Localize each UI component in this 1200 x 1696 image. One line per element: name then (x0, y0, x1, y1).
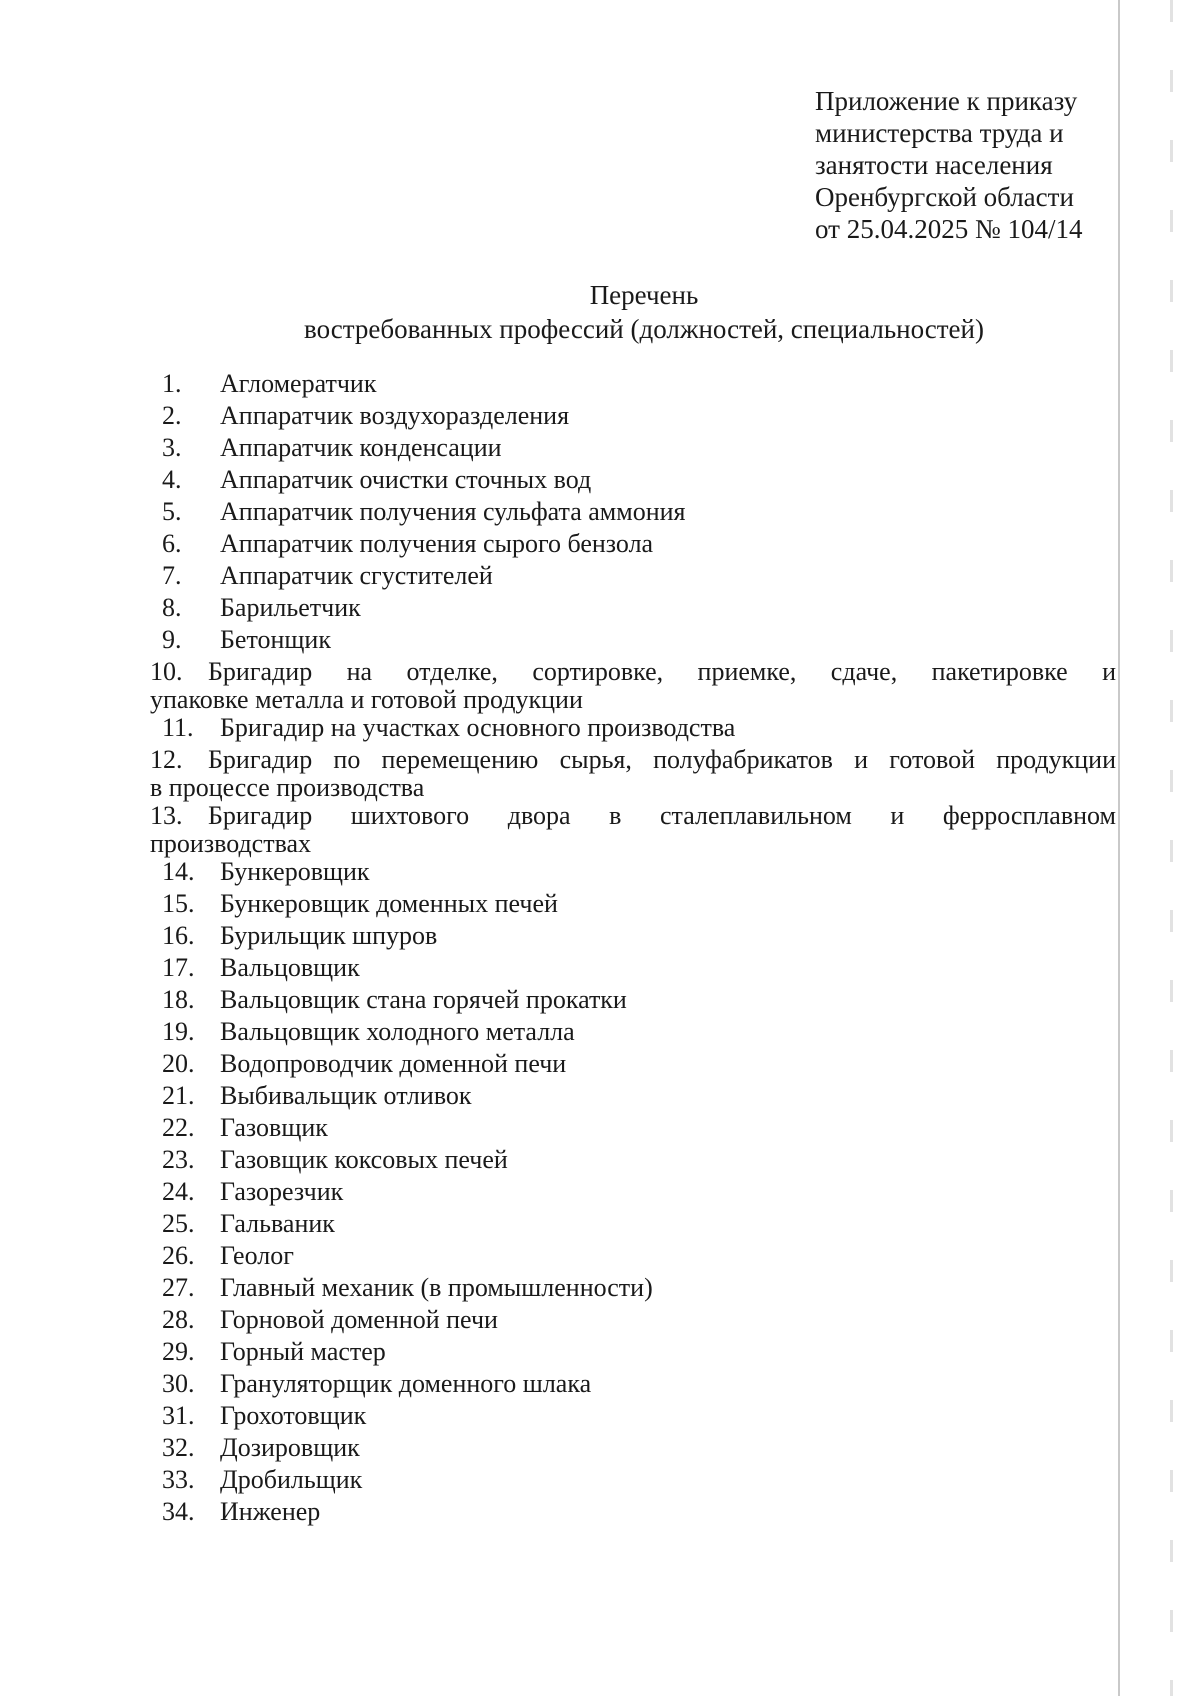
item-number: 10. (150, 657, 183, 686)
item-text: Горный мастер (220, 1337, 386, 1366)
list-item (162, 1210, 1116, 1242)
item-number: 22. (162, 1113, 195, 1142)
item-number: 14. (162, 857, 195, 886)
list-item (162, 498, 1116, 530)
item-number: 30. (162, 1369, 195, 1398)
item-text: Бункеровщик (220, 857, 370, 886)
list-item (162, 1338, 1116, 1370)
list-item (162, 1146, 1116, 1178)
item-text: Инженер (220, 1497, 321, 1526)
item-number: 15. (162, 889, 195, 918)
item-text: Бетонщик (220, 625, 331, 654)
item-text-line2: в процессе производства (150, 773, 425, 802)
item-text: Аппаратчик очистки сточных вод (220, 465, 592, 494)
list-item (162, 714, 1116, 746)
list-item (162, 1242, 1116, 1274)
list-item (150, 802, 1116, 858)
item-number: 28. (162, 1305, 195, 1334)
list-item (162, 1178, 1116, 1210)
item-number: 7. (162, 561, 182, 590)
item-text: Гальваник (220, 1209, 335, 1238)
item-number: 8. (162, 593, 182, 622)
item-number: 9. (162, 625, 182, 654)
item-number: 25. (162, 1209, 195, 1238)
scan-border-line (1118, 0, 1120, 1696)
item-text: Вальцовщик (220, 953, 360, 982)
item-number: 16. (162, 921, 195, 950)
list-item (162, 1114, 1116, 1146)
item-text: Вальцовщик стана горячей прокатки (220, 985, 627, 1014)
item-text: Аппаратчик получения сырого бензола (220, 529, 654, 558)
list-item (162, 402, 1116, 434)
item-text-line1: Бригадир шихтового двора в сталеплавильном и ферросплавном (208, 801, 1116, 830)
professions-list (150, 369, 1116, 1530)
item-number: 11. (162, 713, 194, 742)
list-item (162, 1402, 1116, 1434)
item-number: 20. (162, 1049, 195, 1078)
item-number: 4. (162, 465, 182, 494)
item-text: Газовщик коксовых печей (220, 1145, 508, 1174)
item-number: 32. (162, 1433, 195, 1462)
item-text: Дробильщик (220, 1465, 363, 1494)
list-item (162, 858, 1116, 890)
item-number: 3. (162, 433, 182, 462)
list-item (162, 1082, 1116, 1114)
list-item (162, 890, 1116, 922)
appendix-header (815, 85, 1115, 245)
item-text-line1-row (150, 802, 1116, 830)
item-text: Дозировщик (220, 1433, 360, 1462)
list-item (162, 530, 1116, 562)
item-number: 2. (162, 401, 182, 430)
item-text: Геолог (220, 1241, 294, 1270)
header-line: занятости населения (815, 150, 1053, 180)
item-number: 33. (162, 1465, 195, 1494)
list-item (162, 1050, 1116, 1082)
item-text-line1-row (150, 658, 1116, 686)
item-text: Грануляторщик доменного шлака (220, 1369, 592, 1398)
item-number: 24. (162, 1177, 195, 1206)
list-item (162, 434, 1116, 466)
list-item (162, 1018, 1116, 1050)
item-number: 23. (162, 1145, 195, 1174)
item-number: 27. (162, 1273, 195, 1302)
list-item (162, 1274, 1116, 1306)
list-item (162, 1370, 1116, 1402)
list-item (162, 466, 1116, 498)
scan-margin-dashes (1170, 0, 1173, 1696)
item-text: Горновой доменной печи (220, 1305, 498, 1334)
item-text: Вальцовщик холодного металла (220, 1017, 575, 1046)
item-number: 21. (162, 1081, 195, 1110)
item-number: 29. (162, 1337, 195, 1366)
list-item (162, 1498, 1116, 1530)
item-number: 31. (162, 1401, 195, 1430)
header-line: Приложение к приказу (815, 86, 1078, 116)
item-number: 19. (162, 1017, 195, 1046)
document-title: Перечень (589, 280, 699, 310)
item-text: Бригадир на участках основного производства (220, 713, 736, 742)
item-number: 17. (162, 953, 195, 982)
item-number: 26. (162, 1241, 195, 1270)
item-text: Бурильщик шпуров (220, 921, 438, 950)
list-item (150, 746, 1116, 802)
list-item (162, 986, 1116, 1018)
item-number: 6. (162, 529, 182, 558)
list-item (162, 1466, 1116, 1498)
list-item (162, 1306, 1116, 1338)
item-number: 5. (162, 497, 182, 526)
item-text: Агломератчик (220, 369, 377, 398)
item-text-line2: упаковке металла и готовой продукции (150, 685, 583, 714)
item-text: Главный механик (в промышленности) (220, 1273, 653, 1302)
item-text: Газорезчик (220, 1177, 344, 1206)
item-number: 13. (150, 801, 183, 830)
item-number: 34. (162, 1497, 195, 1526)
item-text: Бункеровщик доменных печей (220, 889, 558, 918)
item-text: Грохотовщик (220, 1401, 367, 1430)
list-item (162, 370, 1116, 402)
item-text: Барильетчик (220, 593, 361, 622)
item-text-line1: Бригадир на отделке, сортировке, приемке, сдаче, пакетировке и (208, 657, 1116, 686)
item-text: Газовщик (220, 1113, 328, 1142)
list-item (162, 562, 1116, 594)
item-number: 12. (150, 745, 183, 774)
list-item (162, 954, 1116, 986)
item-text: Аппаратчик получения сульфата аммония (220, 497, 686, 526)
item-text: Выбивальщик отливок (220, 1081, 472, 1110)
header-line: от 25.04.2025 № 104/14 (815, 214, 1083, 244)
item-text: Аппаратчик сгустителей (220, 561, 493, 590)
item-text: Водопроводчик доменной печи (220, 1049, 567, 1078)
item-number: 1. (162, 369, 182, 398)
list-item (162, 626, 1116, 658)
header-line: министерства труда и (815, 118, 1064, 148)
item-text: Аппаратчик воздухоразделения (220, 401, 570, 430)
list-item (150, 658, 1116, 714)
document-subtitle: востребованных профессий (должностей, специальностей) (304, 314, 984, 344)
item-text-line1-row (150, 746, 1116, 774)
item-text: Аппаратчик конденсации (220, 433, 502, 462)
item-text-line2: производствах (150, 829, 312, 858)
header-line: Оренбургской области (815, 182, 1074, 212)
list-item (162, 594, 1116, 626)
item-text-line1: Бригадир по перемещению сырья, полуфабрикатов и готовой продукции (208, 745, 1116, 774)
list-item (162, 922, 1116, 954)
item-number: 18. (162, 985, 195, 1014)
list-item (162, 1434, 1116, 1466)
